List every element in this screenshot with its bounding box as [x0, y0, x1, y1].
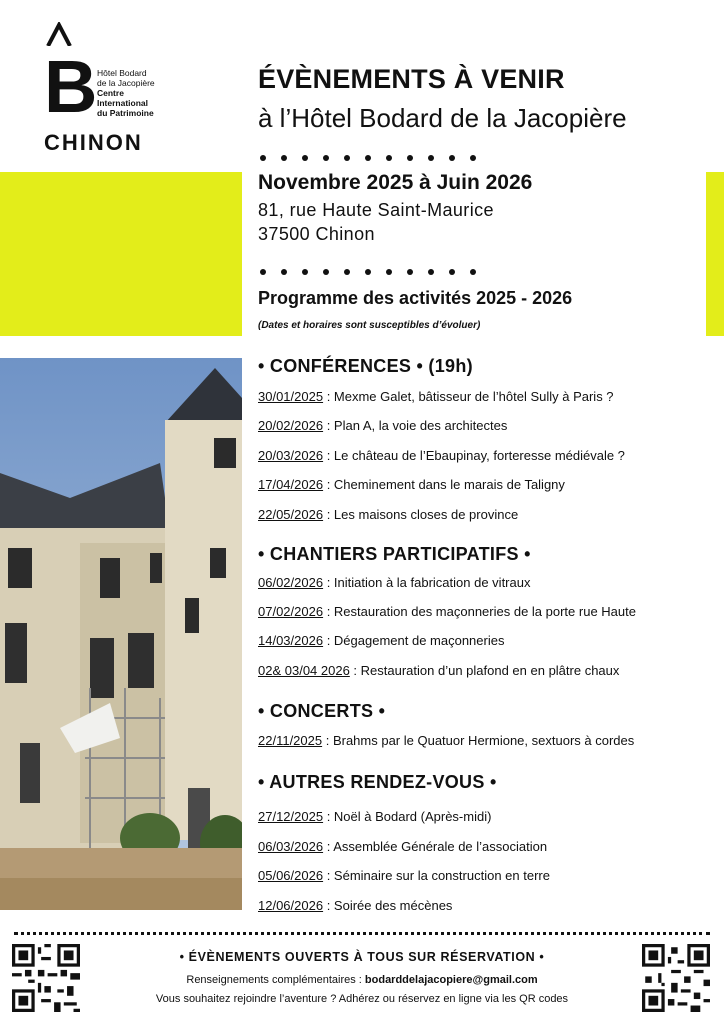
- event-date: 27/12/2025: [258, 809, 324, 824]
- address-line1: 81, rue Haute Saint-Maurice: [258, 200, 494, 220]
- footer-divider: [14, 932, 710, 935]
- address-line2: 37500 Chinon: [258, 224, 375, 244]
- event-text: : Initiation à la fabrication de vitraux: [323, 575, 531, 590]
- event-date: 20/02/2026: [258, 418, 324, 433]
- list-item: [258, 448, 625, 463]
- event-date: 07/02/2026: [258, 604, 324, 619]
- address: [258, 198, 494, 246]
- event-text: : Dégagement de maçonneries: [323, 633, 505, 648]
- list-item: [258, 839, 547, 854]
- list-item: [258, 477, 565, 492]
- list-item: [258, 575, 530, 590]
- event-text: : Mexme Galet, bâtisseur de l’hôtel Sully à Paris ?: [323, 389, 614, 404]
- dot-divider-middle: [260, 262, 491, 270]
- date-range: Novembre 2025 à Juin 2026: [258, 171, 533, 194]
- section-title-conferences: • CONFÉRENCES • (19h): [258, 356, 473, 376]
- event-date: 20/03/2026: [258, 448, 324, 463]
- event-text: : Restauration d’un plafond en en plâtre chaux: [349, 663, 620, 678]
- building-photo: [0, 358, 242, 910]
- list-item: [258, 868, 550, 883]
- event-date: 22/05/2026: [258, 507, 324, 522]
- page-subtitle: à l’Hôtel Bodard de la Jacopière: [258, 103, 627, 133]
- footer-join: Vous souhaitez rejoindre l’aventure ? Adhérez ou réservez en ligne via les QR codes: [155, 993, 569, 1005]
- event-text: : Les maisons closes de province: [323, 507, 519, 522]
- qr-code-icon[interactable]: [642, 944, 710, 1012]
- logo-line2: de la Jacopière: [97, 78, 155, 88]
- event-date: 05/06/2026: [258, 868, 324, 883]
- event-date: 30/01/2025: [258, 389, 324, 404]
- event-date: 06/02/2026: [258, 575, 324, 590]
- footer-email-link[interactable]: bodarddelajacopiere@gmail.com: [364, 974, 538, 986]
- list-item: [258, 898, 452, 913]
- event-text: : Le château de l’Ebaupinay, forteresse médiévale ?: [323, 448, 625, 463]
- footer-contact-prefix: Renseignements complémentaires :: [186, 974, 365, 986]
- section-title-chantiers: • CHANTIERS PARTICIPATIFS •: [258, 544, 531, 564]
- page-title: ÉVÈNEMENTS À VENIR: [258, 64, 565, 94]
- footer-headline: • ÉVÈNEMENTS OUVERTS À TOUS SUR RÉSERVATION •: [179, 950, 545, 964]
- yellow-band-right: [706, 172, 724, 336]
- list-item: [258, 663, 619, 678]
- list-item: [258, 633, 504, 648]
- logo-caret-icon: [46, 22, 72, 46]
- event-date: 14/03/2026: [258, 633, 324, 648]
- dot-divider-top: [260, 148, 491, 156]
- list-item: [258, 389, 614, 404]
- section-title-concerts: • CONCERTS •: [258, 701, 386, 721]
- section-title-autres: • AUTRES RENDEZ-VOUS •: [258, 772, 497, 792]
- event-date: 06/03/2026: [258, 839, 324, 854]
- qr-code-icon[interactable]: [12, 944, 80, 1012]
- programme-heading: Programme des activités 2025 - 2026: [258, 288, 573, 308]
- list-item: [258, 809, 491, 824]
- event-text: : Noël à Bodard (Après-midi): [323, 809, 492, 824]
- event-text: : Plan A, la voie des architectes: [323, 418, 508, 433]
- logo-line3: Centre: [97, 88, 124, 98]
- logo-line1: Hôtel Bodard: [97, 68, 147, 78]
- list-item: [258, 418, 507, 433]
- disclaimer-note: (Dates et horaires sont susceptibles d’évoluer): [258, 320, 481, 331]
- logo-line5: du Patrimoine: [97, 108, 154, 118]
- event-date: 02& 03/04 2026: [258, 663, 350, 678]
- event-date: 12/06/2026: [258, 898, 324, 913]
- logo-text: [97, 68, 177, 118]
- event-text: : Assemblée Générale de l’association: [323, 839, 548, 854]
- list-item: [258, 604, 636, 619]
- event-date: 22/11/2025: [258, 733, 323, 748]
- event-text: : Soirée des mécènes: [323, 898, 453, 913]
- event-text: : Restauration des maçonneries de la porte rue Haute: [323, 604, 636, 619]
- logo-letter: B: [44, 45, 98, 128]
- event-text: : Brahms par le Quatuor Hermione, sextuors à cordes: [322, 733, 635, 748]
- logo-city: CHINON: [44, 130, 143, 155]
- event-text: : Séminaire sur la construction en terre: [323, 868, 550, 883]
- list-item: [258, 733, 634, 748]
- yellow-band-left: [0, 172, 242, 336]
- footer-contact: [0, 974, 724, 986]
- event-text: : Cheminement dans le marais de Taligny: [323, 477, 565, 492]
- list-item: [258, 507, 518, 522]
- logo-line4: International: [97, 98, 149, 108]
- event-date: 17/04/2026: [258, 477, 324, 492]
